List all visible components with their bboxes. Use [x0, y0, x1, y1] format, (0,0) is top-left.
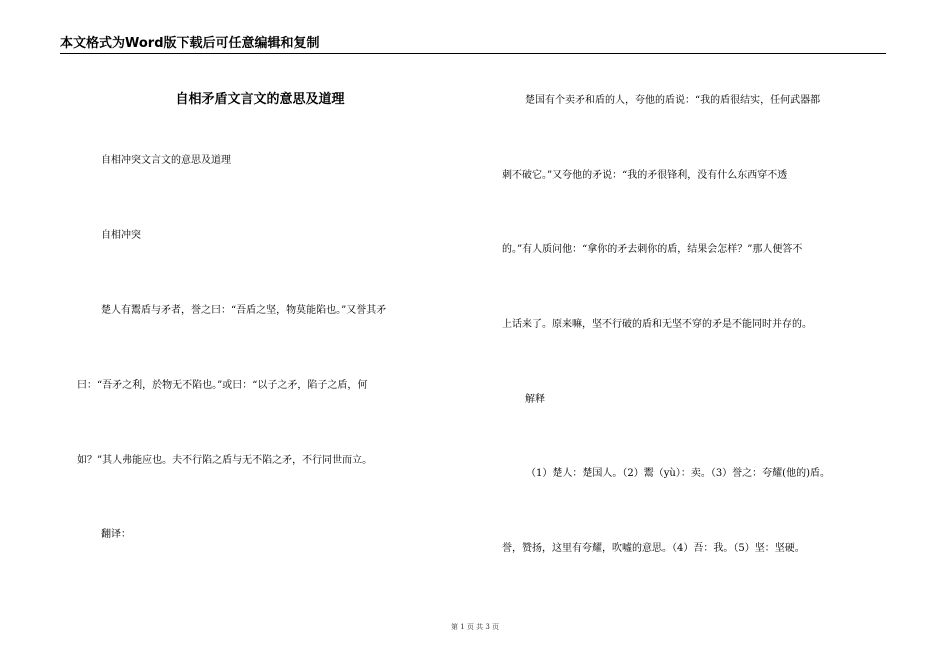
paragraph-line: 曰：“吾矛之利，於物无不陷也。”或曰：“以子之矛，陷子之盾，何	[77, 380, 368, 391]
translation-label: 翻译：	[101, 529, 131, 540]
document-title: 自相矛盾文言文的意思及道理	[175, 92, 345, 107]
header-text: 本文格式为Word版下载后可任意编辑和复制	[60, 36, 320, 51]
paragraph-line: 上话来了。原来嘛，坚不行破的盾和无坚不穿的矛是不能同时并存的。	[502, 319, 812, 330]
paragraph-line: 誉，赞扬，这里有夸耀，吹嘘的意思。（4）吾：我。（5）坚：坚硬。	[502, 543, 805, 554]
paragraph-line: 刺不破它。”又夸他的矛说：“我的矛很锋利，没有什么东西穿不透	[502, 170, 788, 181]
paragraph-line: 楚国有个卖矛和盾的人，夸他的盾说：“我的盾很结实，任何武器都	[525, 95, 821, 106]
paragraph-subtitle: 自相冲突文言文的意思及道理	[101, 155, 231, 166]
paragraph-line: 的。”有人质问他：“拿你的矛去刺你的盾，结果会怎样？”那人便答不	[502, 244, 803, 255]
page-header	[60, 36, 886, 54]
paragraph-line: （1）楚人：楚国人。（2）鬻（yù）：卖。（3）誉之：夸耀(他的)盾。	[526, 468, 830, 479]
paragraph-line: 楚人有鬻盾与矛者，誉之曰：“吾盾之坚，物莫能陷也。”又誉其矛	[101, 305, 387, 316]
explanation-label: 解释	[525, 394, 545, 405]
paragraph-heading: 自相冲突	[101, 230, 141, 241]
paragraph-line: 如？”其人弗能应也。夫不行陷之盾与无不陷之矛，不行同世而立。	[77, 455, 373, 466]
page-number: 第 1 页 共 3 页	[450, 623, 500, 631]
